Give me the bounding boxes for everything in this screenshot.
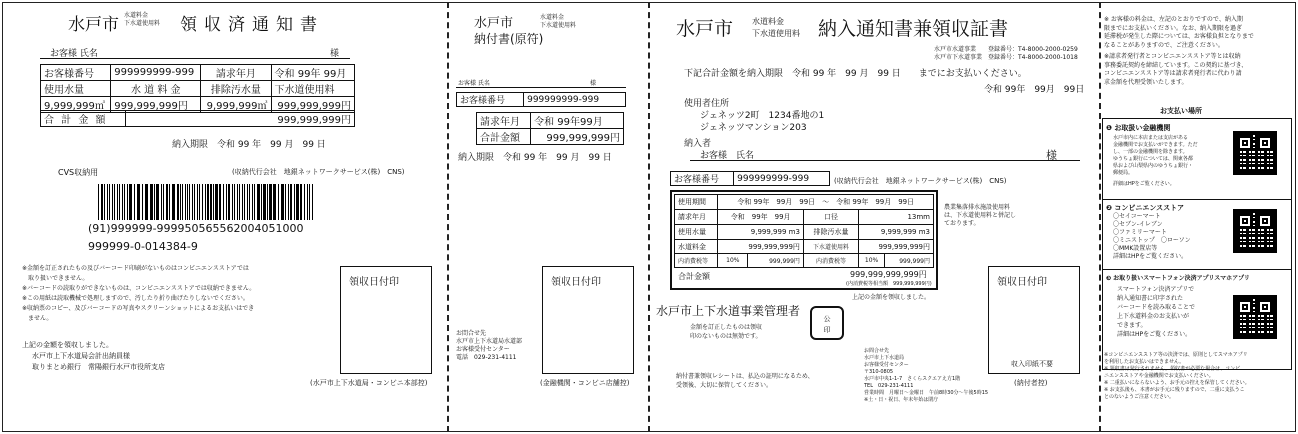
receipt-note: ※金額を訂正されたもの及びバーコード印刷がないものはコンビニエンスストアでは (22, 265, 249, 272)
barcode-bar (172, 184, 175, 220)
official-seal: 公 印 (810, 306, 844, 340)
guide-sec3-title: ❸ お取り扱いスマートフォン決済アプリスマホアプリ (1106, 275, 1250, 282)
barcode-bar (288, 184, 289, 220)
guide-footnote-line: とのないようご注意ください。 (1104, 394, 1175, 400)
notice-dept-bottom: 下水道使用料 (752, 29, 800, 38)
barcode-bar (202, 184, 203, 220)
guide-sec1-line: 県および山梨県内のゆうちょ銀行・ (1113, 163, 1194, 169)
stub-customer-no-label: お客様番号 (457, 93, 524, 107)
receipt-deadline: 納入期限 令和 99 年 99 月 99 日 (172, 140, 326, 150)
notice-row-value: 999,999円 (885, 254, 934, 268)
stub-customer-table (456, 92, 626, 107)
barcode-bar (254, 184, 255, 220)
guide-sec1-line: 郵便局。 (1113, 170, 1134, 176)
barcode-bar (124, 184, 125, 220)
barcode-bar (122, 184, 123, 220)
stub-period: 令和 99年99月 (531, 113, 624, 129)
receipt-usage: 9,999,999㎥ (41, 97, 111, 113)
receipt-sewer-fee: 999,999,999円 (271, 97, 354, 113)
notice-row-value: 9,999,999 m3 (858, 224, 933, 239)
guide-footnote-line: ニエンスストアや金融機関でお支払いください。 (1104, 373, 1214, 379)
guide-sec1-line: 水戸市内に本店または支店がある (1113, 135, 1189, 141)
guide-footnote-line: を利用したお支払いはできません。 (1104, 359, 1185, 365)
guide-sec1-title: ❶ お取扱い金融機関 (1106, 124, 1171, 132)
guide-footnote-line: ※ お支払後も、本書がお手元に残りますので、二重に支払うこ (1104, 387, 1245, 393)
barcode-bar (104, 184, 105, 220)
barcode-bar (223, 184, 224, 220)
barcode-bar (177, 184, 179, 220)
notice-agent: (収納代行会社 地銀ネットワークサービス(株) CNS) (834, 177, 1007, 185)
stub-dept-bottom: 下水道使用料 (540, 22, 577, 29)
barcode-bar (263, 184, 266, 220)
notice-row-value: 令和 99年 99月 99日 ～ 令和 99年 99月 99日 (718, 195, 934, 210)
barcode-bar (163, 184, 164, 220)
barcode-bar (244, 184, 245, 220)
qr-code-convenience-store (1233, 209, 1277, 253)
guide-sec2-more: 詳細はHPをご覧ください。 (1113, 253, 1188, 260)
notice-row-label: 内消費税等 (803, 254, 858, 268)
receipt-customer-no-label: お客様番号 (41, 65, 111, 81)
notice-customer-no: 999999999-999 (734, 172, 830, 186)
qr-code-smartphone-app (1233, 295, 1277, 339)
barcode-bar (257, 184, 260, 220)
stub-name-underline (456, 87, 626, 88)
stub-stamp-box (542, 266, 634, 374)
notice-reg-2: 水戸市下水道事業 登録番号：T4-8000-2000-1018 (934, 54, 1078, 61)
notice-stamp-label: 領収日付印 (997, 277, 1047, 288)
notice-contact-line: 〒310-0805 (864, 369, 894, 375)
barcode-bar (300, 184, 302, 220)
barcode-bar (210, 184, 212, 220)
receipt-note: ※この用紙は読取機械で処理しますので、汚したり折り曲げたりしないでください。 (22, 295, 249, 302)
perforation-line-2 (648, 2, 650, 432)
guide-footnote (1104, 352, 1250, 401)
guide-sec3-line: できます。 (1117, 322, 1147, 329)
barcode-bar (169, 184, 170, 220)
guide-intro-line: なることがありますので、ご注意ください。 (1104, 41, 1224, 49)
notice-row-label: 請求年月 (675, 209, 718, 224)
guide-sec2-title: ❷ コンビニエンスストア (1106, 204, 1184, 212)
notice-received: 上記の金額を領収しました。 (852, 294, 931, 301)
stub-footer: (金融機関・コンビニ店舗控) (540, 379, 630, 387)
notice-contact-line: お問合せ先 (864, 348, 890, 354)
notice-detail-frame (670, 190, 938, 290)
barcode-bar (267, 184, 268, 220)
receipt-collector: 取りまとめ銀行 常陽銀行水戸市役所支店 (32, 363, 165, 371)
barcode-bar (234, 184, 235, 220)
barcode-bar (290, 184, 292, 220)
guide-intro-line: ※請求者発行者とコンビニエンスストア等とは収納 (1104, 53, 1241, 60)
receipt-received: 上記の金額を領収しました。 (22, 341, 113, 349)
notice-row-value: 999,999,999円 (858, 239, 933, 254)
barcode-bar (273, 184, 276, 220)
barcode-bar (101, 184, 103, 220)
guide-sec1-line: ゆうちょ銀行については、関東各都 (1113, 156, 1193, 162)
barcode-bar (194, 184, 195, 220)
stub-contact (456, 330, 522, 362)
notice-contact (864, 348, 988, 404)
barcode-bar (161, 184, 162, 220)
guide-store-item: 〇セイコーマート (1113, 213, 1161, 220)
barcode-bar (189, 184, 190, 220)
notice-customer-no-label: お客様番号 (671, 172, 734, 186)
barcode-bar (304, 184, 305, 220)
receipt-agent: (収納代行会社 地銀ネットワークサービス(株) CNS) (232, 168, 405, 176)
stub-total-label: 合計金額 (477, 129, 531, 145)
guide-sec1-line: 金融機関でお支払いができます。ただ (1113, 142, 1198, 148)
barcode-bar (134, 184, 135, 220)
barcode-bar (237, 184, 238, 220)
notice-row-value: 10% (718, 254, 748, 268)
notice-detail-table (674, 194, 934, 268)
notice-row-label: 口径 (803, 209, 858, 224)
barcode-bar (137, 184, 140, 220)
notice-bottom-note (676, 372, 814, 390)
stub-dept-top: 水道料金 (540, 14, 565, 21)
cvs-label: CVS収納用 (58, 168, 99, 177)
receipt-water-fee-label: 水 道 料 金 (111, 81, 201, 97)
barcode-bar (187, 184, 188, 220)
receipt-total-label: 合 計 金 額 (41, 111, 126, 127)
notice-contact-line: お客様受付センター (864, 362, 909, 368)
guide-sec3-more: 詳細はHPをご覧ください。 (1117, 331, 1192, 338)
stub-sama: 様 (590, 80, 597, 87)
barcode-bar (278, 184, 279, 220)
barcode-bar (98, 184, 99, 220)
receipt-notes (22, 264, 255, 324)
barcode-bar (213, 184, 214, 220)
stub-amount-table (476, 112, 624, 145)
notice-row-label: 排除汚水量 (803, 224, 858, 239)
barcode-bar (150, 184, 153, 220)
stub-contact-line: お客様受付センター (456, 346, 510, 353)
barcode-bar (226, 184, 227, 220)
notice-payer: お客様 氏名 (700, 151, 755, 161)
notice-sama: 様 (1046, 149, 1057, 162)
guide-store-item: 〇ファミリーマート (1113, 229, 1167, 236)
stub-customer-no: 999999999-999 (524, 93, 626, 107)
guide-how-title: お支払い場所 (1160, 107, 1202, 115)
receipt-name-underline (40, 58, 350, 59)
stub-city: 水戸市 (474, 16, 514, 31)
guide-intro-line: 限までにお支払いください。なお、納入期限を過ぎ (1104, 24, 1243, 32)
barcode-bar (281, 184, 284, 220)
barcode-number-1: (91)999999-999950565562004051000 (88, 222, 304, 235)
notice-row-value: 999,999,999円 (718, 239, 804, 254)
notice-row-value: 10% (858, 254, 884, 268)
barcode-bar (199, 184, 200, 220)
stub-contact-line: お問合せ先 (456, 330, 487, 337)
guide-sec1-text (1113, 135, 1198, 188)
notice-row-label: 使用期間 (675, 195, 718, 210)
notice-bottom-note-line: 納付書兼領収レシートは、払込の証明になるため、 (676, 373, 814, 380)
receipt-stamp-label: 領収日付印 (349, 277, 399, 288)
qr-code-bank (1233, 131, 1277, 175)
barcode-bar (307, 184, 308, 220)
barcode-bar (205, 184, 206, 220)
barcode-bar (154, 184, 155, 220)
guide-sec3-text (1117, 285, 1195, 339)
guide-footnote-line: ※コンビニエンスストア等の決済では、原則としてスマホアプリ (1104, 352, 1248, 358)
barcode-bar (207, 184, 209, 220)
guide-footnote-line: ※ 領収書は発行されません。領収書が必要な場合は、コンビ (1104, 366, 1241, 372)
notice-row-value: 9,999,999 m3 (718, 224, 804, 239)
barcode-bar (252, 184, 253, 220)
barcode (98, 184, 314, 220)
barcode-bar (112, 184, 113, 220)
notice-no-stamp: 収入印紙不要 (1011, 360, 1053, 368)
barcode-bar (192, 184, 193, 220)
guide-sec3-line: バーコードを読み取ることで (1117, 304, 1196, 311)
notice-address-1: ジェネッツ2町 1234番地の1 (700, 111, 825, 121)
perforation-line-3 (1099, 2, 1101, 432)
notice-side-note (944, 204, 1016, 228)
barcode-bar (129, 184, 132, 220)
barcode-bar (296, 184, 299, 220)
barcode-bar (197, 184, 198, 220)
notice-total-label: 合計金額 (678, 272, 710, 281)
notice-footer: (納付者控) (1014, 379, 1048, 387)
barcode-bar (242, 184, 243, 220)
receipt-table (40, 64, 355, 113)
receipt-drain-volume: 9,999,999㎥ (201, 97, 271, 113)
barcode-bar (114, 184, 115, 220)
guide-intro-line: 延滞税が発生した際については、お客様負担となりまで (1104, 33, 1254, 40)
barcode-bar (117, 184, 118, 220)
barcode-bar (309, 184, 310, 220)
notice-row-label: 下水道使用料 (803, 239, 858, 254)
perforation-line-1 (447, 2, 449, 432)
barcode-number-2: 999999-0-014384-9 (88, 240, 198, 253)
notice-contact-line: TEL 029-231-4111 (864, 383, 914, 389)
guide-intro-line: コンビニエンスストア等は請求者発行者に代わり請 (1104, 70, 1242, 77)
barcode-bar (249, 184, 250, 220)
guide-store-item: 〇セブン-イレブン (1113, 221, 1163, 228)
guide-intro-line: ※ お客様の料金は、左記のとおりですので、納入期 (1104, 16, 1243, 23)
receipt-note: ※バーコードの読取りができないものは、コンビニエンスストアでは収納できません。 (22, 285, 256, 292)
guide-intro-line: 事務委託契約を締結しています。この契約に基づき、 (1104, 61, 1248, 69)
receipt-city: 水戸市 (68, 15, 119, 35)
barcode-bar (219, 184, 221, 220)
notice-issue-date: 令和 99年 99月 99日 (984, 85, 1085, 95)
guide-frame (1102, 118, 1292, 370)
barcode-bar (247, 184, 248, 220)
receipt-dept-top: 水道料金 (124, 12, 149, 19)
notice-title: 納入通知書兼領収証書 (818, 18, 1009, 40)
guide-divider (1103, 199, 1291, 200)
receipt-total: 999,999,999円 (126, 111, 355, 127)
barcode-bar (156, 184, 159, 220)
notice-contact-line: 水戸市中央1-1-7 さくらスクエアえ方1階 (864, 376, 961, 382)
receipt-note: ません。 (22, 315, 53, 322)
stub-deadline: 納入期限 令和 99 年 99 月 99 日 (458, 153, 612, 163)
receipt-period: 令和 99年 99月 (271, 65, 354, 81)
guide-sec1-line: し、一部の金融機関を除きます。 (1113, 149, 1188, 155)
notice-total-sub: (内消費税等相当額 999,999,999円) (846, 281, 932, 287)
guide-sec3-line: 上下水道料金のお支払いが (1117, 313, 1190, 320)
notice-bottom-note-line: 受領後、大切に保管してください。 (676, 382, 773, 389)
receipt-note: 取り扱いできません。 (22, 275, 89, 282)
barcode-bar (215, 184, 218, 220)
barcode-bar (142, 184, 143, 220)
notice-city: 水戸市 (676, 18, 734, 40)
barcode-bar (261, 184, 262, 220)
stub-total: 999,999,999円 (531, 129, 624, 145)
notice-caution-line: 金額を訂正したものは領収 (690, 324, 763, 331)
receipt-office: 水戸市上下水道局会計出納員様 (32, 352, 130, 360)
receipt-water-fee: 999,999,999円 (111, 97, 201, 113)
barcode-bar (145, 184, 148, 220)
barcode-bar (127, 184, 128, 220)
notice-address-2: ジェネッツマンション203 (700, 123, 807, 133)
guide-sec3-line: スマートフォン決済アプリで (1117, 286, 1195, 293)
guide-intro (1104, 16, 1254, 87)
receipt-customer-label: お客様 氏名 (50, 49, 98, 59)
barcode-bar (285, 184, 286, 220)
notice-contact-line: 水戸市上下水道局 (864, 355, 905, 361)
notice-row-value: 13mm (858, 209, 933, 224)
receipt-title: 領収済通知書 (180, 15, 324, 35)
guide-divider (1103, 269, 1291, 270)
notice-caution (690, 323, 762, 341)
guide-store-item: 〇ミニストップ 〇ローソン (1113, 237, 1191, 244)
notice-reg-1: 水戸市水道事業 登録番号：T4-8000-2000-0259 (934, 46, 1078, 53)
barcode-bar (312, 184, 313, 220)
receipt-usage-label: 使用水量 (41, 81, 111, 97)
guide-store-item: 〇MMK設置店等 (1113, 245, 1158, 252)
notice-payer-label: 納入者 (684, 139, 712, 149)
notice-stamp-box (988, 266, 1080, 374)
notice-pay-request: 下記合計金額を納入期限 令和 99 年 99 月 99 日 までにお支払いください。 (684, 69, 1027, 79)
barcode-bar (166, 184, 168, 220)
barcode-bar (294, 184, 295, 220)
guide-sec3-line: 納入通知書に印字された (1117, 295, 1184, 302)
notice-name-underline (690, 160, 1080, 161)
receipt-sama: 様 (330, 49, 340, 59)
notice-side-note-line: ております。 (944, 220, 980, 227)
stub-period-label: 請求年月 (477, 113, 531, 129)
receipt-dept-bottom: 下水道使用料 (124, 20, 161, 27)
notice-row-value: 令和 99年 99月 (718, 209, 804, 224)
receipt-sewer-label: 下水道使用料 (271, 81, 354, 97)
notice-row-label: 内消費税等 (675, 254, 718, 268)
notice-contact-line: ※土・日・祝日、年末年始は閉庁 (864, 397, 939, 403)
notice-dept-top: 水道料金 (752, 17, 784, 26)
barcode-bar (269, 184, 272, 220)
guide-footnote-line: ※ 二重払いにならないよう、お手元の控えを保管してください。 (1104, 380, 1250, 386)
notice-row-label: 水道料金 (675, 239, 718, 254)
stub-title: 納付書(原符) (474, 32, 544, 46)
notice-row-value: 999,999円 (748, 254, 804, 268)
receipt-total-table (40, 110, 355, 127)
stub-customer-label: お客様 氏名 (458, 80, 490, 87)
guide-intro-line: 求金額を代理受領いたします。 (1104, 78, 1188, 86)
barcode-bar (107, 184, 108, 220)
guide-sec1-more: 詳細はHPをご覧ください。 (1113, 181, 1175, 187)
notice-row-label: 使用水量 (675, 224, 718, 239)
stub-contact-line: 電話 029-231-4111 (456, 354, 517, 361)
stub-stamp-label: 領収日付印 (551, 277, 601, 288)
receipt-stamp-box (340, 266, 432, 374)
barcode-bar (182, 184, 183, 220)
stub-contact-line: 水戸市上下水道局水道部 (456, 338, 523, 345)
barcode-bar (185, 184, 186, 220)
receipt-drain-label: 排除汚水量 (201, 81, 271, 97)
notice-contact-line: 営業時間 月曜日～金曜日 午前8時30分～午後5時15 (864, 390, 989, 396)
notice-total: 999,999,999,999円 (850, 270, 927, 279)
barcode-bar (228, 184, 230, 220)
notice-side-note-line: は、下水道使用料と併記し (944, 212, 1017, 219)
receipt-customer-no: 999999999-999 (111, 65, 201, 81)
barcode-bar (119, 184, 120, 220)
notice-manager: 水戸市上下水道事業管理者 (656, 304, 801, 318)
barcode-bar (109, 184, 110, 220)
barcode-bar (180, 184, 181, 220)
guide-sec2-list (1113, 213, 1191, 261)
notice-address-label: 使用者住所 (684, 99, 730, 109)
barcode-bar (239, 184, 240, 220)
notice-side-note-line: 農業集落排水施設使用料 (944, 204, 1011, 211)
receipt-footer: (水戸市上下水道局・コンビニ本部控) (310, 379, 428, 387)
barcode-bar (232, 184, 233, 220)
receipt-note: ※収納票のコピー、及びバーコードの写真やスクリーンショットによるお支払いはでき (22, 305, 255, 312)
notice-caution-line: 印のないものは無効です。 (690, 333, 762, 340)
notice-customer-table (670, 171, 830, 186)
receipt-period-label: 請求年月 (201, 65, 271, 81)
